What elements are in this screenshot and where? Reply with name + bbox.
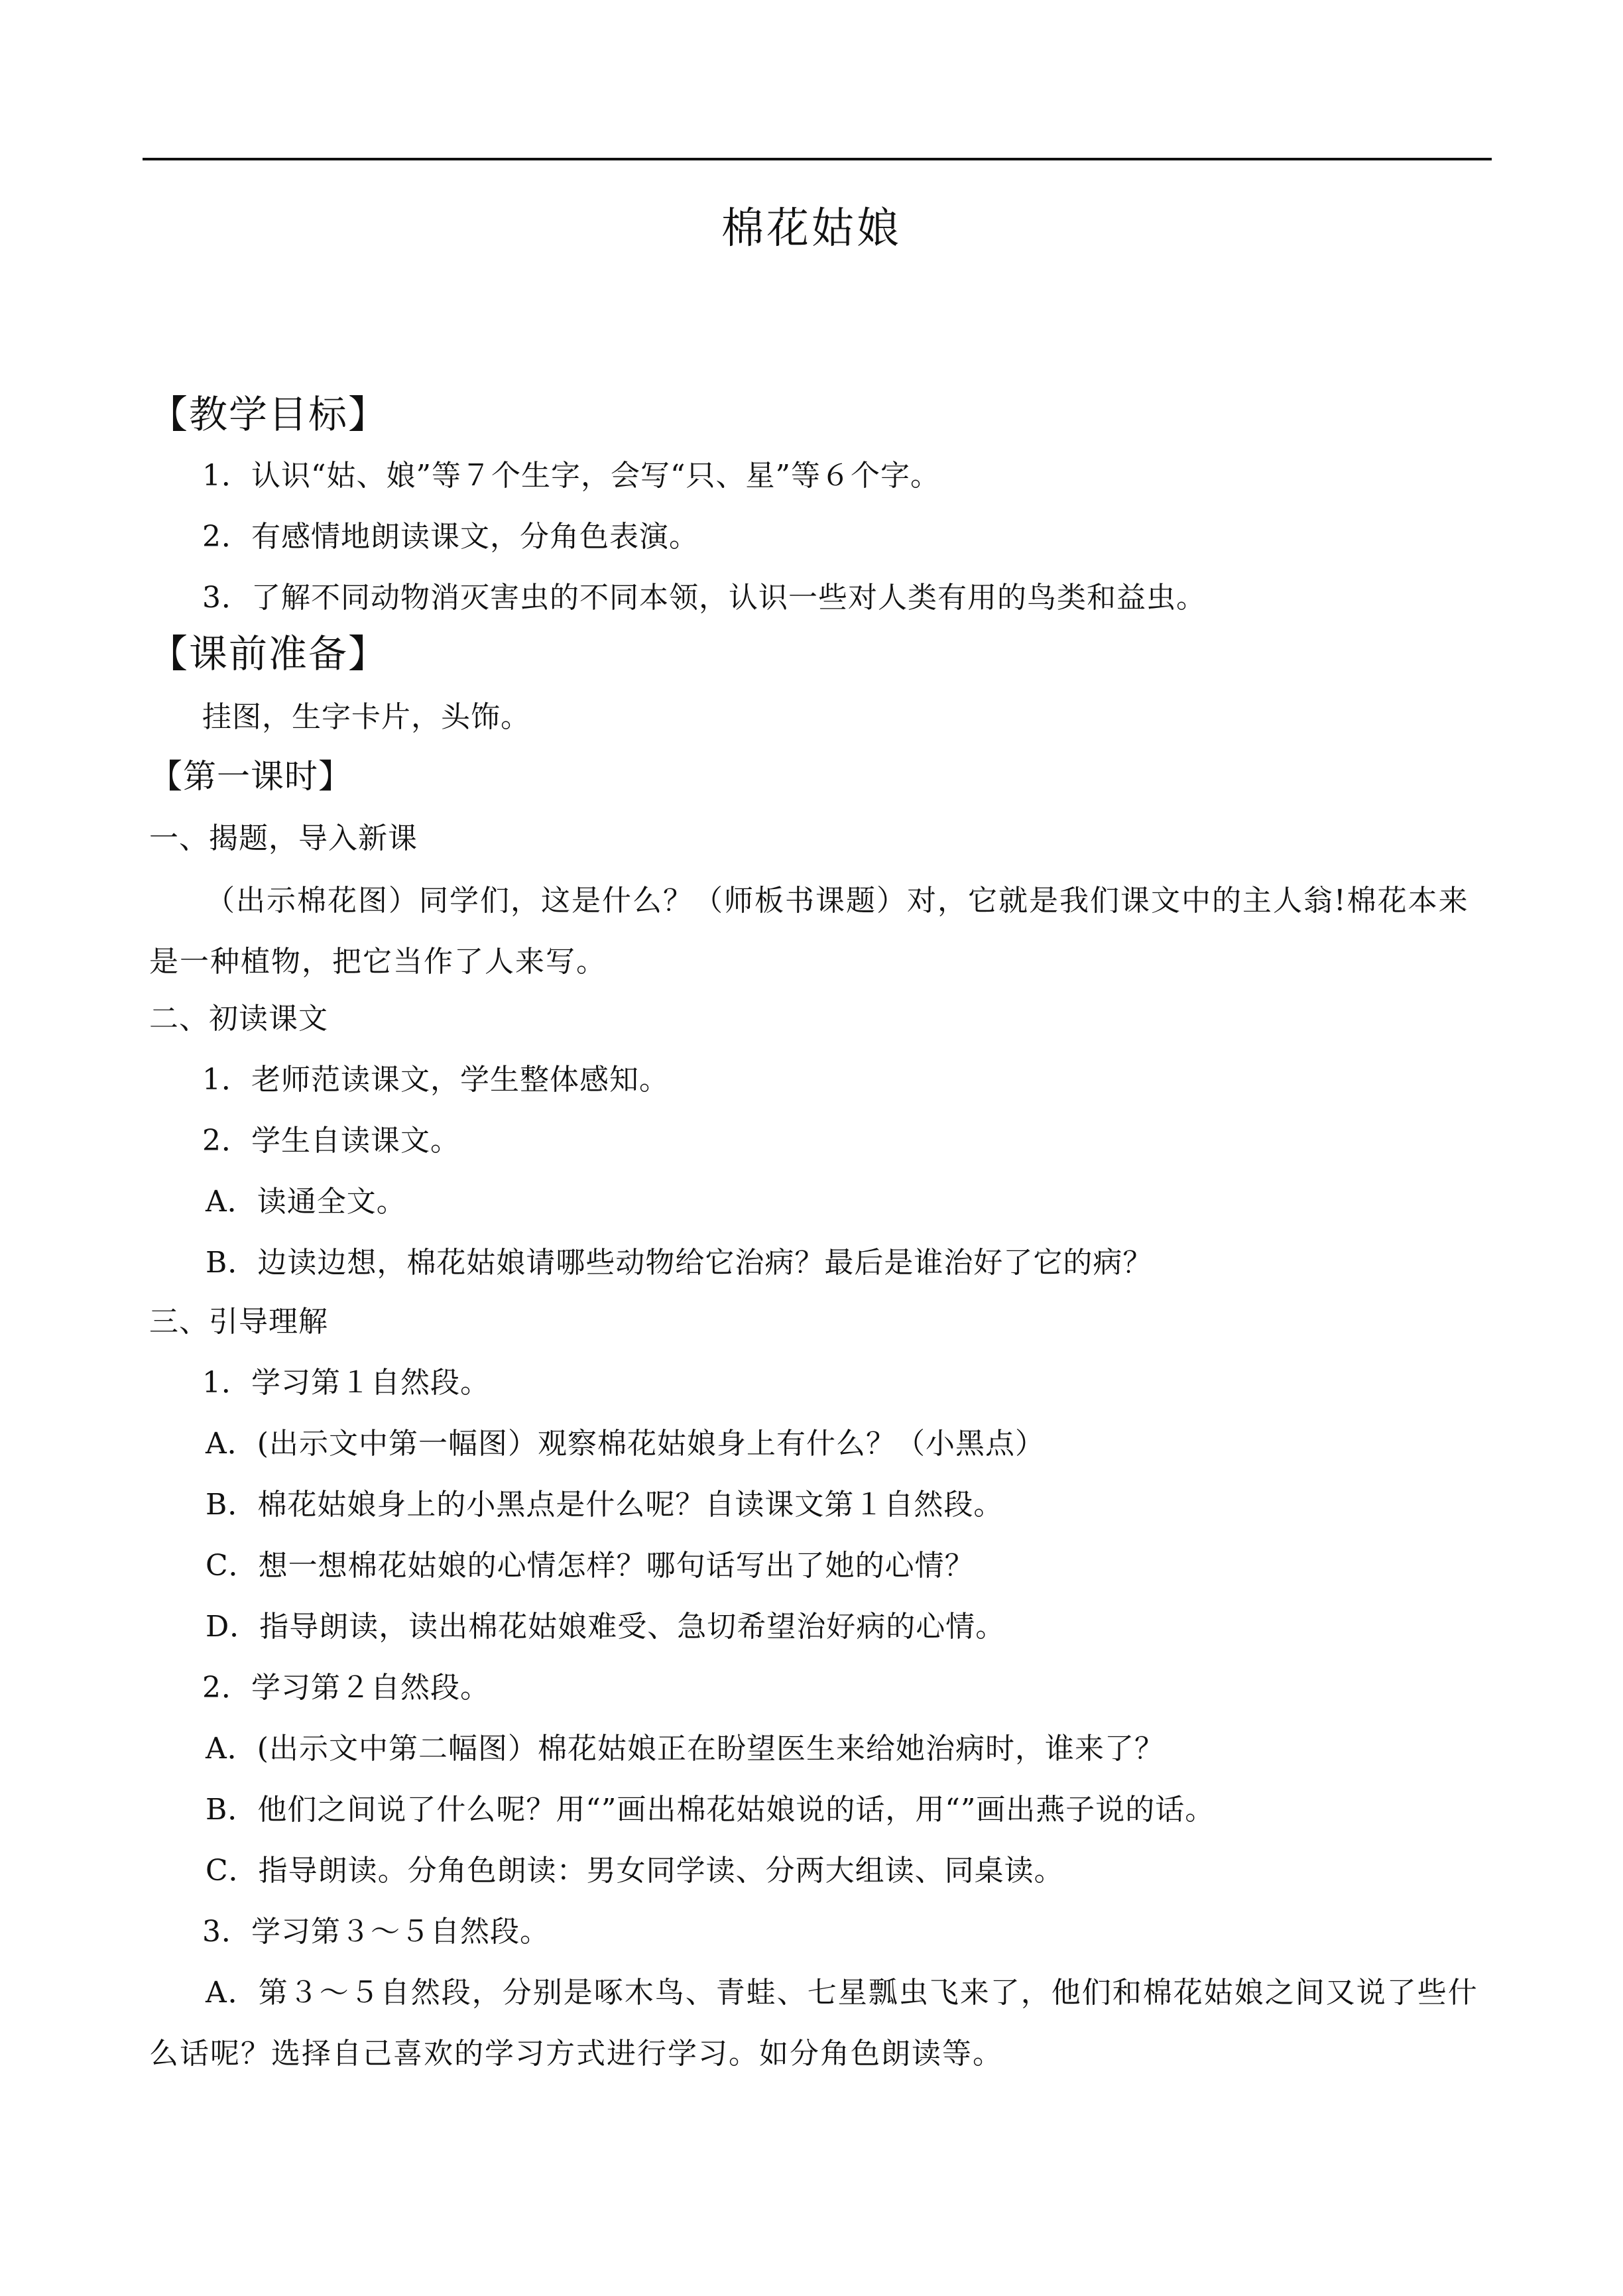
prep-heading: 【课前准备】 — [149, 631, 389, 676]
section2-item-a: A．读通全文。 — [206, 1185, 406, 1219]
goals-heading: 【教学目标】 — [149, 392, 389, 437]
goal-item-3: 3．了解不同动物消灭害虫的不同本领，认识一些对人类有用的鸟类和益虫。 — [202, 581, 1206, 615]
section3-item: A．(出示文中第一幅图）观察棉花姑娘身上有什么？（小黑点） — [206, 1427, 1045, 1461]
section3-heading: 三、引导理解 — [149, 1305, 328, 1339]
goal-item-1: 1．认识“姑、娘”等７个生字，会写“只、星”等６个字。 — [202, 459, 940, 493]
lesson1-heading: 【第一课时】 — [149, 757, 352, 796]
section3-item: 3．学习第３～５自然段。 — [202, 1915, 550, 1949]
prep-text: 挂图，生字卡片，头饰。 — [202, 700, 530, 734]
document-title: 棉花姑娘 — [721, 204, 902, 253]
header-rule — [143, 158, 1492, 160]
section2-item-b: B．边读边想，棉花姑娘请哪些动物给它治病？最后是谁治好了它的病？ — [206, 1246, 1153, 1280]
section2-item-1: 1．老师范读课文，学生整体感知。 — [202, 1063, 669, 1097]
section1-paragraph: （出示棉花图）同学们，这是什么？（师板书课题）对，它就是我们课文中的主人翁!棉花本来是一种植物，把它当作了人来写。 — [149, 884, 1469, 979]
section3-item: B．他们之间说了什么呢？用“”画出棉花姑娘说的话，用“”画出燕子说的话。 — [206, 1793, 1215, 1827]
section2-heading: 二、初读课文 — [149, 1002, 328, 1036]
section1-heading: 一、揭题，导入新课 — [149, 821, 418, 855]
section3-item: B．棉花姑娘身上的小黑点是什么呢？自读课文第１自然段。 — [206, 1488, 1004, 1522]
section3-item: D．指导朗读，读出棉花姑娘难受、急切希望治好病的心情。 — [206, 1610, 1006, 1644]
section3-item: A．(出示文中第二幅图）棉花姑娘正在盼望医生来给她治病时，谁来了？ — [206, 1732, 1164, 1766]
section3-item: C．指导朗读。分角色朗读：男女同学读、分两大组读、同桌读。 — [206, 1854, 1064, 1888]
section3-item: 2．学习第２自然段。 — [202, 1671, 490, 1705]
section3-final-paragraph: A．第３～５自然段，分别是啄木鸟、青蛙、七星瓢虫飞来了，他们和棉花姑娘之间又说了些什么话呢？选择自己喜欢的学习方式进行学习。如分角色朗读等。 — [149, 1976, 1478, 2071]
section3-item: 1．学习第１自然段。 — [202, 1366, 490, 1400]
goal-item-2: 2．有感情地朗读课文，分角色表演。 — [202, 520, 699, 554]
section2-item-2: 2．学生自读课文。 — [202, 1124, 460, 1158]
section3-item: C．想一想棉花姑娘的心情怎样？哪句话写出了她的心情？ — [206, 1549, 975, 1583]
